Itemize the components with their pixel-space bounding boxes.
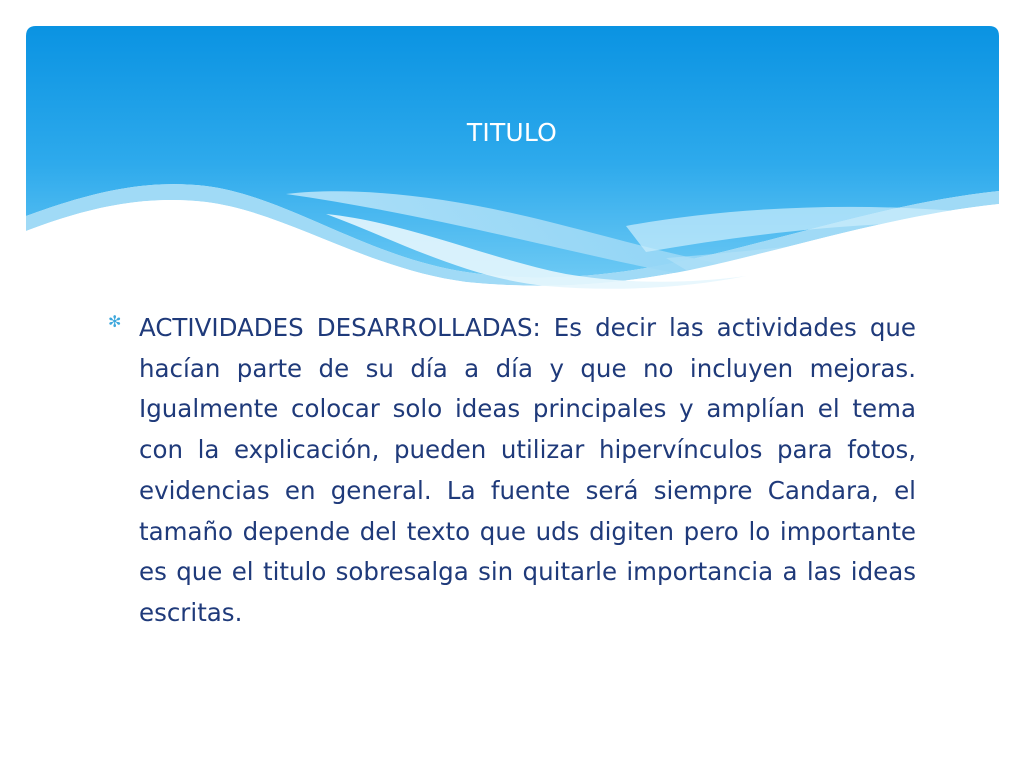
bullet-text: ACTIVIDADES DESARROLLADAS: Es decir las actividades que hacían parte de su día a día y que no incluyen mejoras. Igualmente colocar solo ideas principales y amplían el tema con la explicación, pueden utilizar hipervínculos para fotos, evidencias en general. La fuente será siempre Candara, el tamaño depende del texto que uds digiten pero lo importante es que el titulo sobresalga sin quitarle importancia a las ideas escritas. [139, 313, 916, 627]
wave-graphic [26, 26, 999, 291]
bullet-list [108, 308, 916, 634]
slide-title: TITULO [466, 118, 558, 147]
bullet-item [108, 308, 916, 634]
asterisk-bullet-icon: ✻ [108, 312, 122, 331]
header-wave-banner [26, 26, 999, 291]
